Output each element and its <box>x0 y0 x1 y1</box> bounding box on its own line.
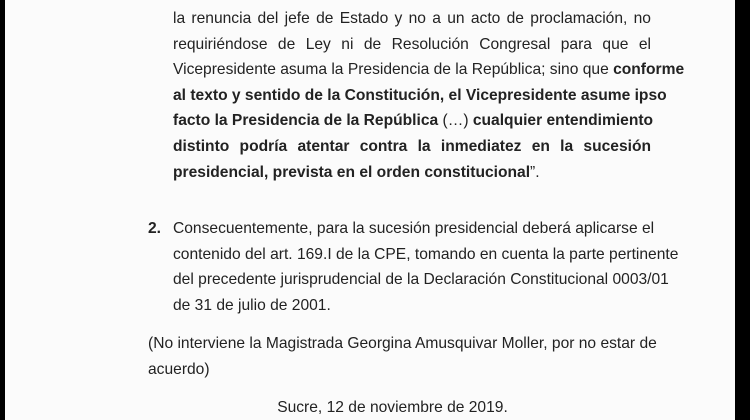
bold-text: presidencial, prevista en el orden constitucional <box>173 163 531 181</box>
document-page <box>5 0 735 420</box>
item-body <box>173 216 679 318</box>
text-line: de 31 de julio de 2001. <box>173 296 331 314</box>
ellipsis-text: (…) <box>442 112 469 130</box>
text-line <box>173 160 651 186</box>
bold-text: facto la Presidencia de la República <box>173 112 443 130</box>
text-line <box>173 57 685 83</box>
bold-text: al texto y sentido de la Constitución, el Vicepresidente asume ipso <box>173 86 667 104</box>
text-line: contenido del art. 169.I de la CPE, tomando en cuenta la parte pertinente <box>173 245 679 263</box>
text-line: requiriéndose de Ley ni de Resolución Congresal para que el <box>173 35 651 53</box>
place-date: Sucre, 12 de noviembre de 2019. <box>277 399 508 416</box>
text-segment: Vicepresidente asuma la Presidencia de la República; sino que <box>173 61 614 79</box>
text-line: acuerdo) <box>148 360 210 378</box>
bold-text: distinto podría atentar contra la inmediatez en la sucesión <box>173 137 651 155</box>
text-line <box>173 83 667 109</box>
text-line: Consecuentemente, para la sucesión presidencial deberá aplicarse el <box>173 220 655 237</box>
item-number: 2. <box>148 220 162 237</box>
bold-text: conforme <box>613 61 685 79</box>
text-line: del precedente jurisprudencial de la Declaración Constitucional 0003/01 <box>173 271 669 289</box>
text-line <box>173 134 651 160</box>
quoted-paragraph <box>173 6 685 185</box>
bold-text: cualquier entendimiento <box>468 112 654 130</box>
text-line <box>173 108 654 134</box>
numbered-item-2 <box>148 216 679 318</box>
text-line: la renuncia del jefe de Estado y no a un acto de proclamación, no <box>173 10 651 27</box>
closing-quote: ”. <box>530 163 540 181</box>
text-line: (No interviene la Magistrada Georgina Amusquivar Moller, por no estar de <box>148 335 657 352</box>
abstention-note <box>148 331 657 382</box>
